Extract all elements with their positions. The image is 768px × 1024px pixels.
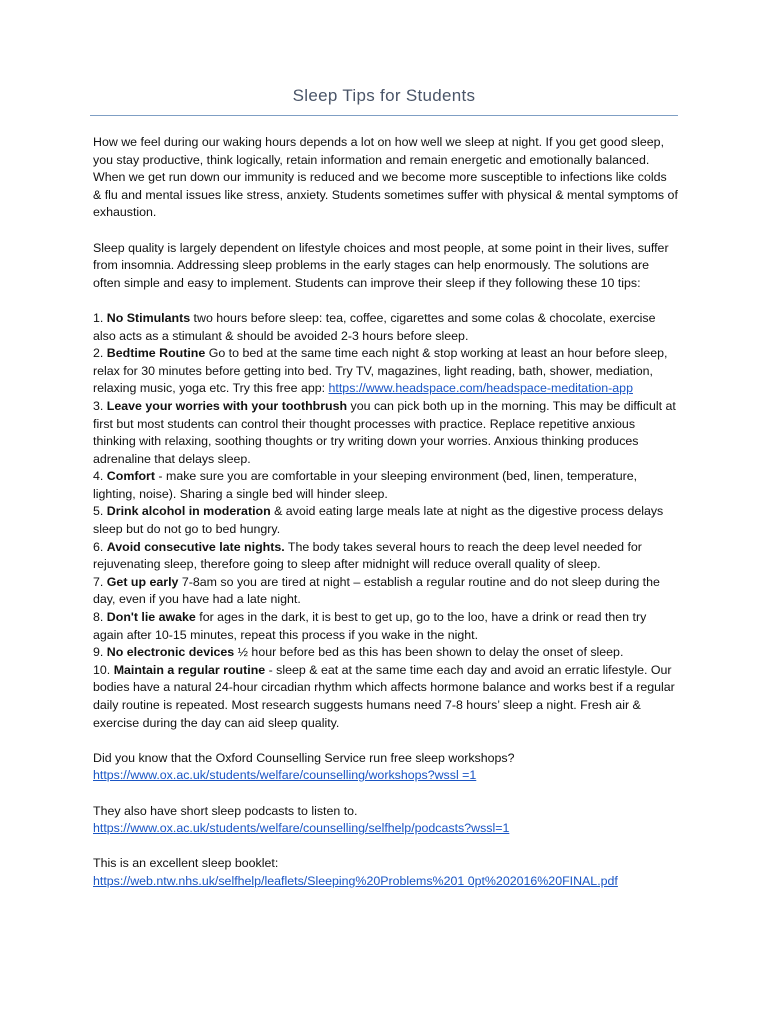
intro-paragraph-2: Sleep quality is largely dependent on lifestyle choices and most people, at some point in their lives, suffer from insomnia. Addressing sleep problems in the early stages can help enormously. The solutions are often simple and easy to implement. Students can improve their sleep if they following these 10 tips: bbox=[93, 240, 669, 290]
tip-number: 7. bbox=[93, 574, 104, 589]
tip-text: ½ hour before bed as this has been shown to delay the onset of sleep. bbox=[234, 645, 624, 660]
tip-heading: Comfort bbox=[106, 469, 155, 484]
headspace-app-link[interactable]: https://www.headspace.com/headspace-meditation-app bbox=[328, 381, 633, 396]
booklet-link[interactable]: https://web.ntw.nhs.uk/selfhelp/leaflets/Sleeping%20Problems%201 0pt%202016%20FINAL.pdf bbox=[93, 873, 618, 888]
intro-paragraph-1: How we feel during our waking hours depends a lot on how well we sleep at night. If you get good sleep, you stay productive, think logically, retain information and remain energetic and emotionally balanced. When we get run down our immunity is reduced and we become more susceptible to infections like colds & flu and mental issues like stress, anxiety. Students sometimes suffer with physical & mental symptoms of exhaustion. bbox=[93, 135, 678, 220]
tip-item bbox=[93, 468, 678, 503]
tip-text: 7-8am so you are tired at night – establish a regular routine and do not sleep during the day, even if you have had a late night. bbox=[93, 574, 660, 607]
tip-number: 4. bbox=[93, 469, 104, 484]
title-divider bbox=[90, 115, 678, 116]
tip-text: - sleep & eat at the same time each day and avoid an erratic lifestyle. Our bodies have a natural 24-hour circadian rhythm which affects hormone balance and works best if a regular daily routine is repeated. Most research suggests humans need 7-8 hours’ sleep a night. Fresh air & exercise during the day can aid sleep quality. bbox=[93, 662, 675, 730]
tip-number: 10. bbox=[93, 662, 111, 677]
page-title: Sleep Tips for Students bbox=[292, 86, 476, 105]
tip-heading: Leave your worries with your toothbrush bbox=[106, 398, 348, 413]
document-body bbox=[93, 134, 678, 908]
resource-text: Did you know that the Oxford Counselling Service run free sleep workshops? bbox=[93, 750, 515, 765]
tip-heading: Drink alcohol in moderation bbox=[106, 504, 271, 519]
tip-text: The body takes several hours to reach the deep level needed for rejuvenating sleep, therefore going to sleep after midnight will reduce overall quality of sleep. bbox=[93, 539, 642, 572]
tip-number: 5. bbox=[93, 504, 104, 519]
tip-heading: Avoid consecutive late nights. bbox=[106, 539, 285, 554]
tip-heading: Bedtime Routine bbox=[106, 346, 206, 361]
tips-list bbox=[93, 310, 678, 732]
tip-text: & avoid eating large meals late at night as the digestive process delays sleep but do not go to bed hungry. bbox=[93, 504, 664, 537]
tip-item bbox=[93, 644, 678, 662]
tip-number: 6. bbox=[93, 539, 104, 554]
tip-number: 1. bbox=[93, 310, 104, 325]
tip-heading: Don't lie awake bbox=[106, 610, 196, 625]
tip-item bbox=[93, 609, 678, 644]
tip-heading: No electronic devices bbox=[106, 645, 235, 660]
tip-item bbox=[93, 310, 678, 345]
workshops-link[interactable]: https://www.ox.ac.uk/students/welfare/counselling/workshops?wssl =1 bbox=[93, 768, 477, 783]
tip-text: for ages in the dark, it is best to get up, go to the loo, have a drink or read then try again after 10-15 minutes, repeat this process if you wake in the night. bbox=[93, 610, 647, 642]
tip-heading: Maintain a regular routine bbox=[113, 662, 266, 677]
tip-text: Go to bed at the same time each night & stop working at least an hour before sleep, relax for 30 minutes before getting into bed. Try TV, magazines, light reading, bath, shower, mediation, relaxing music, yoga etc. Try this free app: bbox=[93, 346, 668, 396]
tip-text: you can pick both up in the morning. This may be difficult at first but most students can control their thought processes with practice. Replace repetitive anxious thinking with relaxing, soothing thoughts or try writing down your worries. Anxious thinking produces adrenaline that delays sleep. bbox=[93, 398, 676, 466]
tip-number: 8. bbox=[93, 610, 104, 625]
resource-text: This is an excellent sleep booklet: bbox=[93, 856, 279, 871]
tip-item bbox=[93, 503, 678, 538]
tip-item bbox=[93, 398, 678, 468]
tip-item bbox=[93, 539, 678, 574]
tip-text: two hours before sleep: tea, coffee, cigarettes and some colas & chocolate, exercise also acts as a stimulant & should be avoided 2-3 hours before sleep. bbox=[93, 310, 656, 343]
resource-podcasts bbox=[93, 803, 678, 838]
tip-heading: No Stimulants bbox=[106, 310, 191, 325]
tip-item bbox=[93, 662, 678, 732]
tip-number: 9. bbox=[93, 645, 104, 660]
tip-number: 2. bbox=[93, 346, 104, 361]
podcasts-link[interactable]: https://www.ox.ac.uk/students/welfare/counselling/selfhelp/podcasts?wssl=1 bbox=[93, 821, 510, 836]
resource-workshops bbox=[93, 750, 678, 785]
tip-heading: Get up early bbox=[106, 574, 179, 589]
tip-item bbox=[93, 574, 678, 609]
tip-item bbox=[93, 345, 678, 398]
tip-text: - make sure you are comfortable in your sleeping environment (bed, linen, temperature, lighting, noise). Sharing a single bed will hinder sleep. bbox=[93, 469, 638, 501]
tip-number: 3. bbox=[93, 398, 104, 413]
resource-text: They also have short sleep podcasts to listen to. bbox=[93, 803, 358, 818]
resource-booklet bbox=[93, 855, 678, 890]
